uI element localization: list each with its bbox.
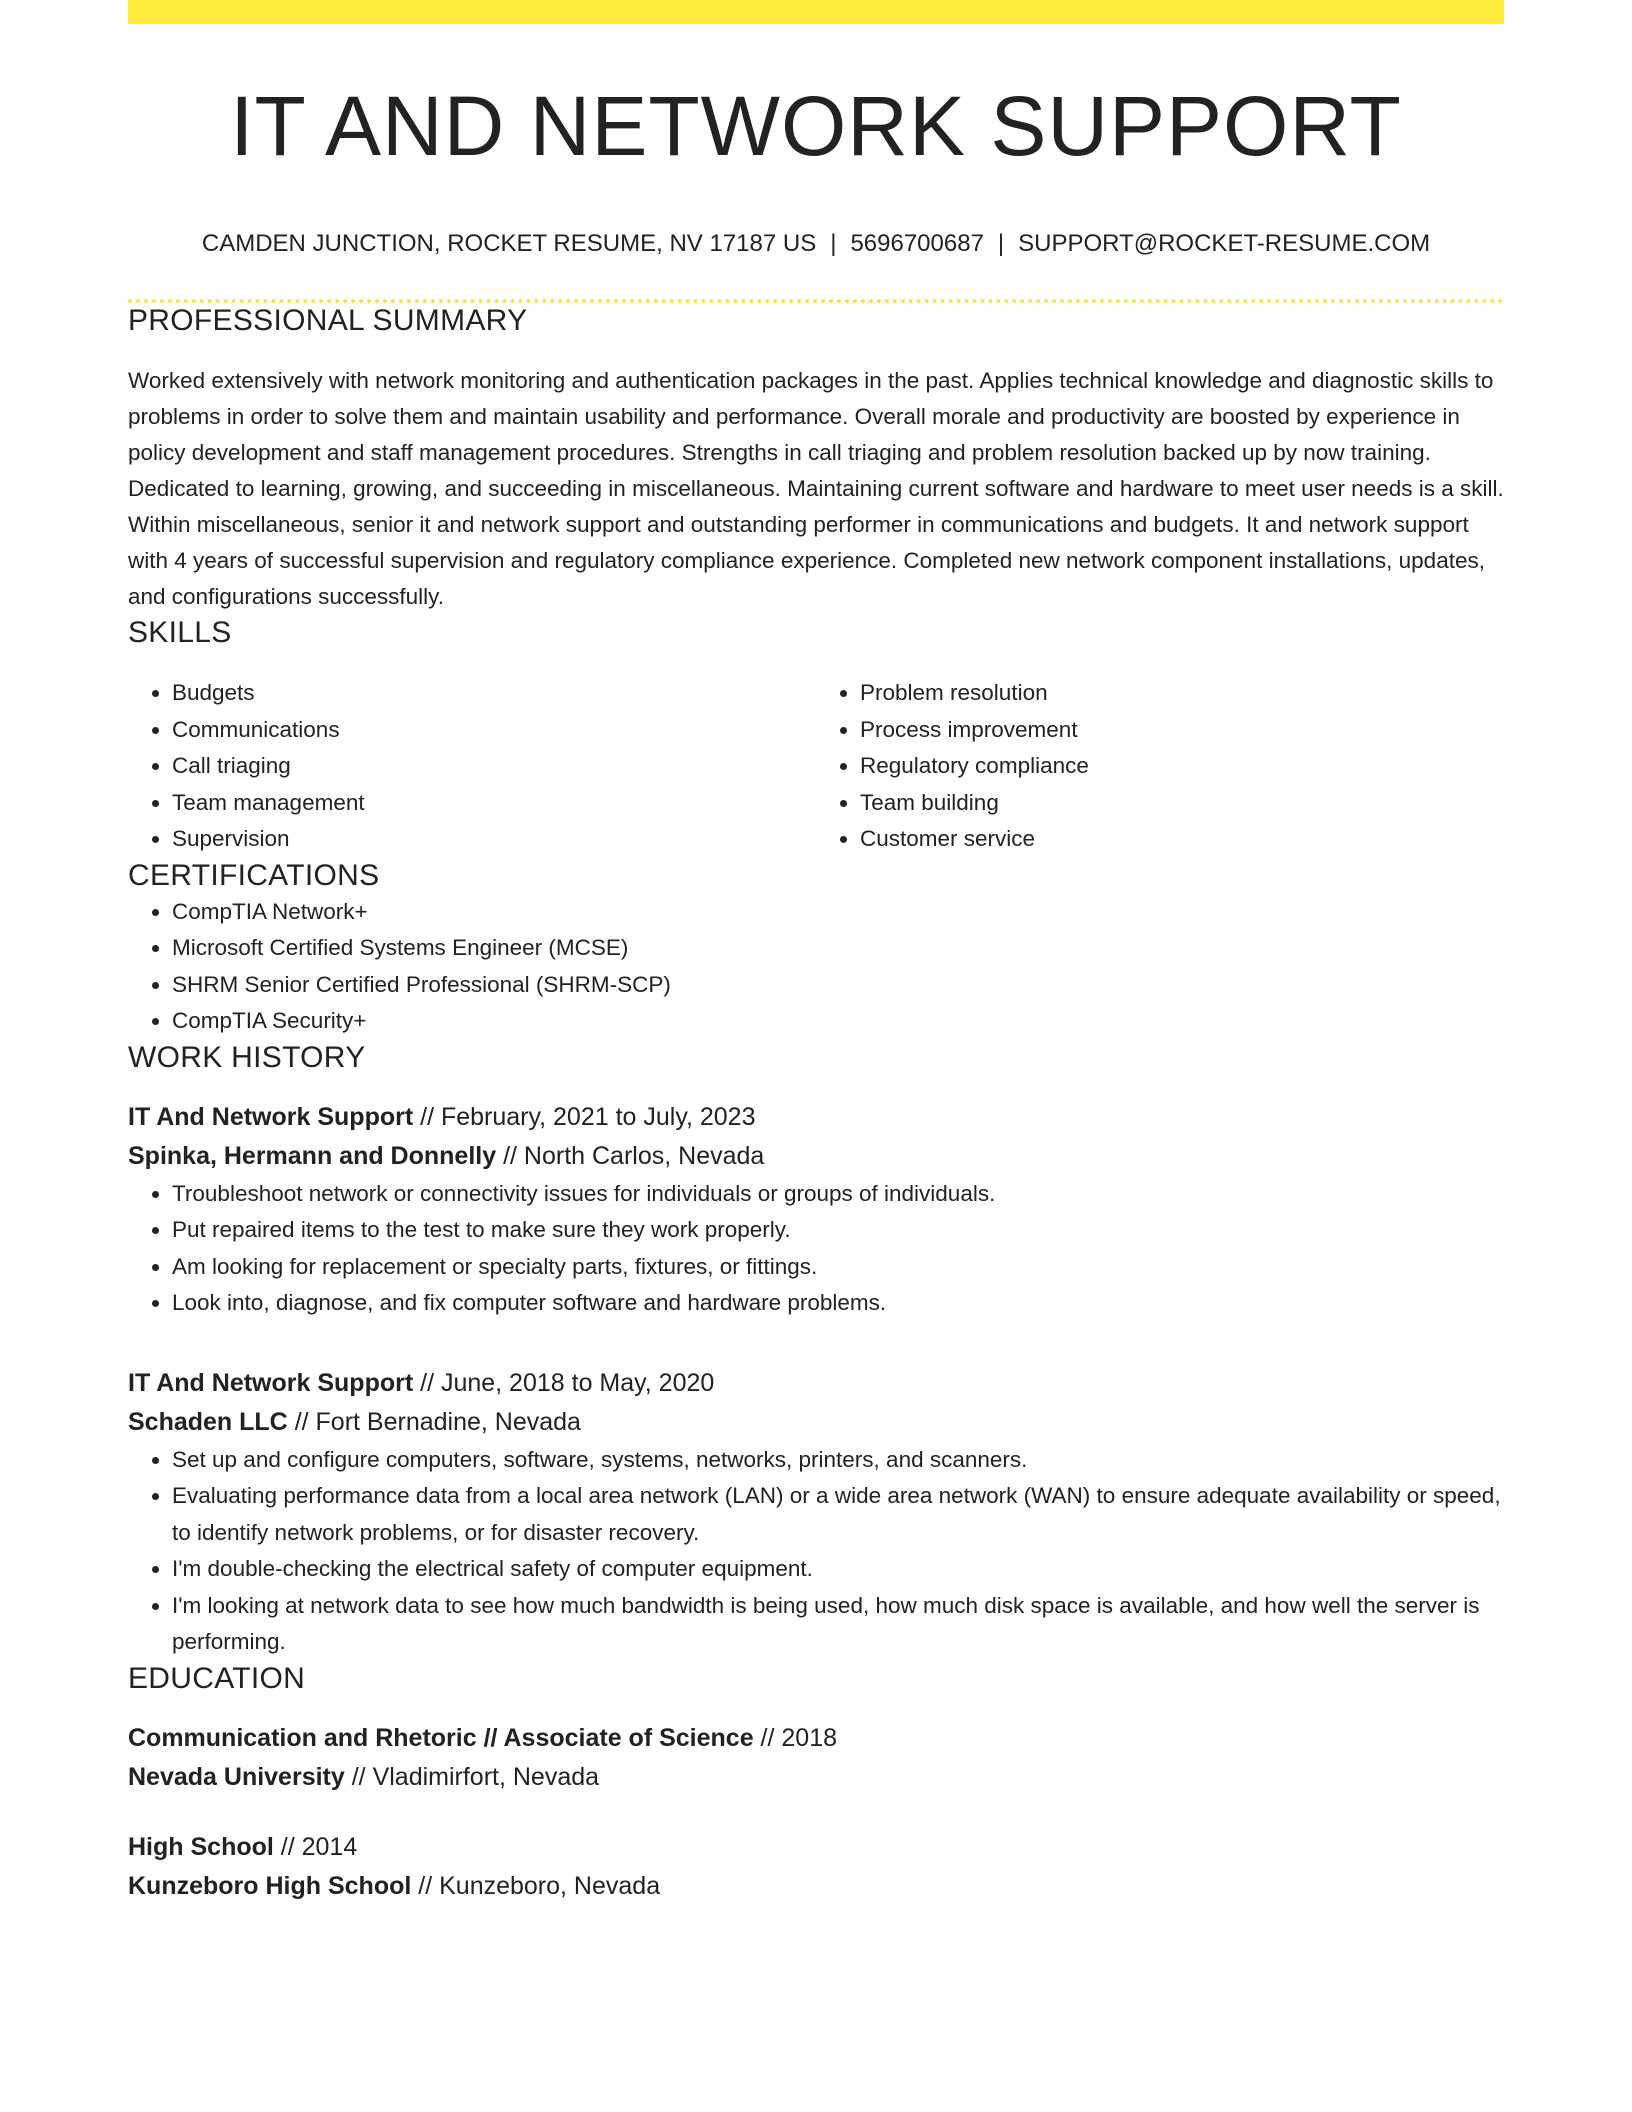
certification-item: • CompTIA Security+: [172, 1003, 1504, 1040]
education-year: // 2014: [273, 1832, 358, 1861]
skills-column-left: [128, 675, 816, 858]
contact-line: [128, 230, 1504, 259]
certification-item: • SHRM Senior Certified Professional (SHRM-SCP): [172, 967, 1504, 1004]
certifications-heading: CERTIFICATIONS: [128, 858, 380, 892]
certification-item: • CompTIA Network+: [172, 894, 1504, 931]
work-history-heading: WORK HISTORY: [128, 1040, 366, 1074]
contact-separator: |: [997, 230, 1005, 258]
job-duty: • Look into, diagnose, and fix computer software and hardware problems.: [172, 1285, 1504, 1322]
skills-heading: SKILLS: [128, 616, 232, 650]
spacer: [128, 1322, 1504, 1364]
education-school: Nevada University: [128, 1762, 345, 1791]
skill-item: • Problem resolution: [860, 675, 1504, 712]
skill-item: • Process improvement: [860, 712, 1504, 749]
education-degree: High School: [128, 1832, 274, 1861]
job-duty: • Set up and configure computers, software, systems, networks, printers, and scanners.: [172, 1442, 1504, 1479]
education-degree: Communication and Rhetoric // Associate of Science: [128, 1723, 754, 1752]
skill-item: • Supervision: [172, 821, 816, 858]
job-location: // North Carlos, Nevada: [496, 1141, 765, 1170]
education-school: Kunzeboro High School: [128, 1871, 412, 1900]
job-entry: [128, 1098, 1504, 1322]
skills-column-right: [816, 675, 1504, 858]
summary-text: Worked extensively with network monitoring and authentication packages in the past. Applies technical knowledge and diagnostic skills to problems in order to solve them and maintain usability and performance. Overall morale and productivity are boosted by experience in policy development and staff management procedures. Strengths in call triaging and problem resolution backed up by now training. Dedicated to learning, growing, and succeeding in miscellaneous. Maintaining current software and hardware to meet user needs is a skill. Within miscellaneous, senior it and network support and outstanding performer in communications and budgets. It and network support with 4 years of successful supervision and regulatory compliance experience. Completed new network component installations, updates, and configurations successfully.: [128, 368, 1504, 610]
education-location: // Kunzeboro, Nevada: [411, 1871, 661, 1900]
top-accent-bar: [128, 0, 1504, 24]
contact-separator: |: [830, 230, 837, 258]
education-entry: [128, 1719, 1504, 1797]
skill-item: • Regulatory compliance: [860, 748, 1504, 785]
skill-item: • Customer service: [860, 821, 1504, 858]
certifications-list: [128, 894, 1504, 1040]
job-duty: • Am looking for replacement or specialty parts, fixtures, or fittings.: [172, 1249, 1504, 1286]
skills-list: [128, 675, 1504, 858]
job-duty: • Put repaired items to the test to make sure they work properly.: [172, 1212, 1504, 1249]
job-duty: • I'm looking at network data to see how much bandwidth is being used, how much disk space is available, and how well the server is performing.: [172, 1588, 1504, 1661]
job-dates: // June, 2018 to May, 2020: [413, 1368, 715, 1397]
education-entry: [128, 1828, 1504, 1906]
contact-email: SUPPORT@ROCKET-RESUME.COM: [1018, 230, 1431, 258]
skill-item: • Team building: [860, 785, 1504, 822]
job-company-line: [128, 1403, 1504, 1442]
job-duties: [128, 1176, 1504, 1322]
job-duty: • Evaluating performance data from a local area network (LAN) or a wide area network (WAN) to ensure adequate availability or speed, to identify network problems, or for disaster recovery.: [172, 1478, 1504, 1551]
job-dates: // February, 2021 to July, 2023: [413, 1102, 756, 1131]
education-location: // Vladimirfort, Nevada: [344, 1762, 600, 1791]
skill-item: • Communications: [172, 712, 816, 749]
contact-address: CAMDEN JUNCTION, ROCKET RESUME, NV 17187 US: [201, 230, 817, 258]
resume-name: IT AND NETWORK SUPPORT: [230, 79, 1402, 173]
education-year: // 2018: [753, 1723, 838, 1752]
job-title-line: [128, 1098, 1504, 1137]
certification-item: • Microsoft Certified Systems Engineer (MCSE): [172, 930, 1504, 967]
job-company-line: [128, 1137, 1504, 1176]
education-heading: EDUCATION: [128, 1661, 306, 1695]
job-duty: • I'm double-checking the electrical safety of computer equipment.: [172, 1551, 1504, 1588]
resume-page: [128, 0, 1504, 1906]
job-duty: • Troubleshoot network or connectivity issues for individuals or groups of individuals.: [172, 1176, 1504, 1213]
job-company: Spinka, Hermann and Donnelly: [128, 1141, 497, 1170]
education-school-line: [128, 1867, 1504, 1906]
education-degree-line: [128, 1719, 1504, 1758]
education-degree-line: [128, 1828, 1504, 1867]
job-duties: [128, 1442, 1504, 1661]
job-location: // Fort Bernadine, Nevada: [287, 1407, 581, 1436]
summary-heading: PROFESSIONAL SUMMARY: [128, 304, 528, 338]
job-entry: [128, 1364, 1504, 1661]
skill-item: • Call triaging: [172, 748, 816, 785]
skill-item: • Team management: [172, 785, 816, 822]
education-school-line: [128, 1758, 1504, 1797]
job-title-line: [128, 1364, 1504, 1403]
job-title: IT And Network Support: [128, 1368, 414, 1397]
job-company: Schaden LLC: [128, 1407, 288, 1436]
contact-phone: 5696700687: [850, 230, 984, 258]
skill-item: • Budgets: [172, 675, 816, 712]
job-title: IT And Network Support: [128, 1102, 414, 1131]
